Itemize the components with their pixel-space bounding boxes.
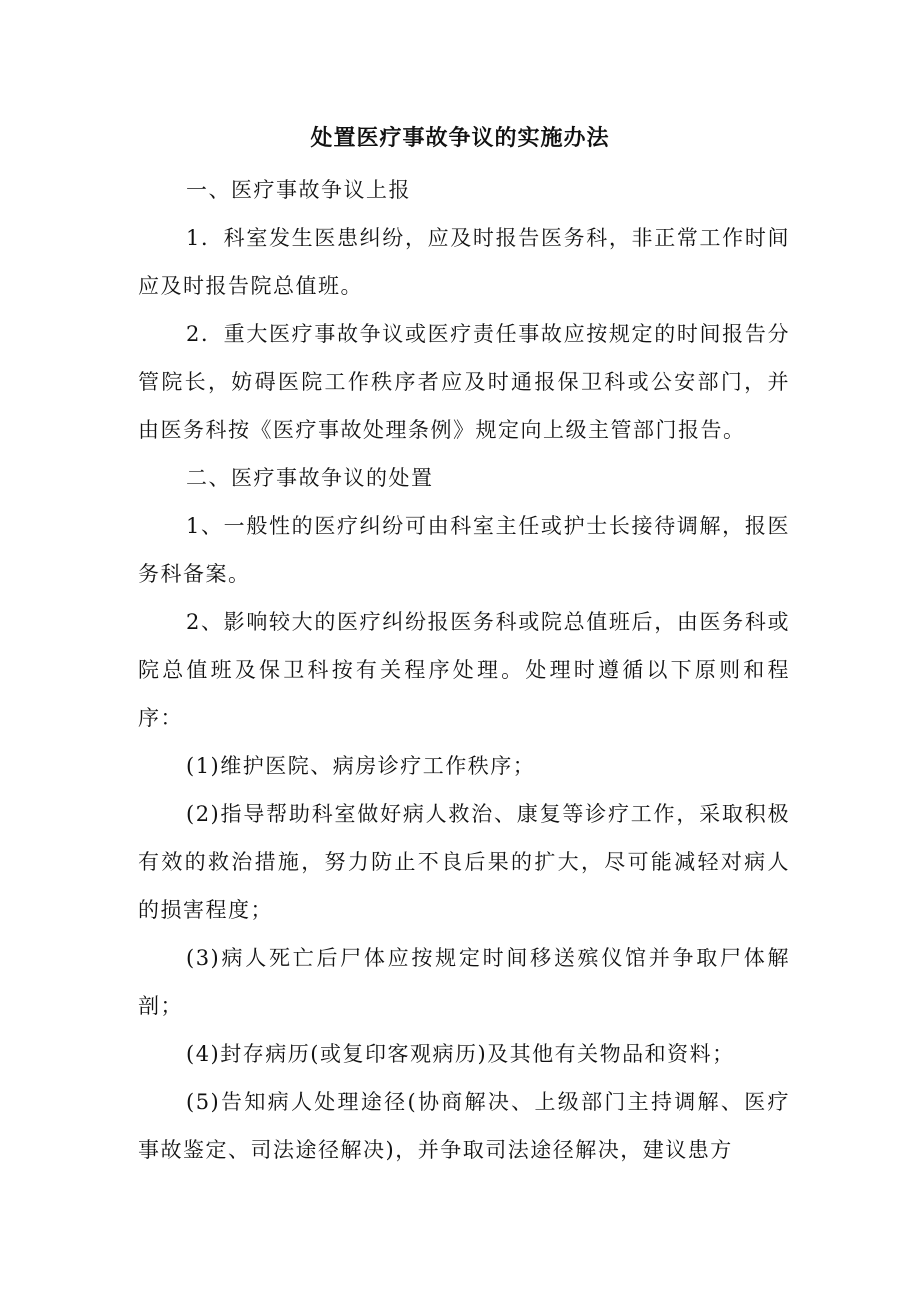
paragraph-handling-2: 2、影响较大的医疗纠纷报医务科或院总值班后，由医务科或院总值班及保卫科按有关程序处理。处理时遵循以下原则和程序： [138,610,790,730]
paragraph-handling-1: 1、一般性的医疗纠纷可由科室主任或护士长接待调解，报医务科备案。 [138,514,790,586]
list-item-3: (3)病人死亡后尸体应按规定时间移送殡仪馆并争取尸体解剖； [138,946,790,1018]
paragraph-reporting-2: 2．重大医疗事故争议或医疗责任事故应按规定的时间报告分管院长，妨碍医院工作秩序者应及时通报保卫科或公安部门，并由医务科按《医疗事故处理条例》规定向上级主管部门报告。 [138,322,790,442]
section-heading-handling: 二、医疗事故争议的处置 [186,466,434,490]
list-item-4: (4)封存病历(或复印客观病历)及其他有关物品和资料； [186,1042,735,1066]
list-item-2: (2)指导帮助科室做好病人救治、康复等诊疗工作，采取积极有效的救治措施，努力防止不良后果的扩大，尽可能减轻对病人的损害程度； [138,802,790,922]
list-item-1: (1)维护医院、病房诊疗工作秩序； [186,754,536,778]
section-heading-reporting: 一、医疗事故争议上报 [186,178,411,202]
paragraph-reporting-1: 1．科室发生医患纠纷，应及时报告医务科，非正常工作时间应及时报告院总值班。 [138,226,790,298]
document-title: 处置医疗事故争议的实施办法 [310,125,610,151]
list-item-5: (5)告知病人处理途径(协商解决、上级部门主持调解、医疗事故鉴定、司法途径解决)，并争取司法途径解决，建议患方 [138,1090,790,1162]
